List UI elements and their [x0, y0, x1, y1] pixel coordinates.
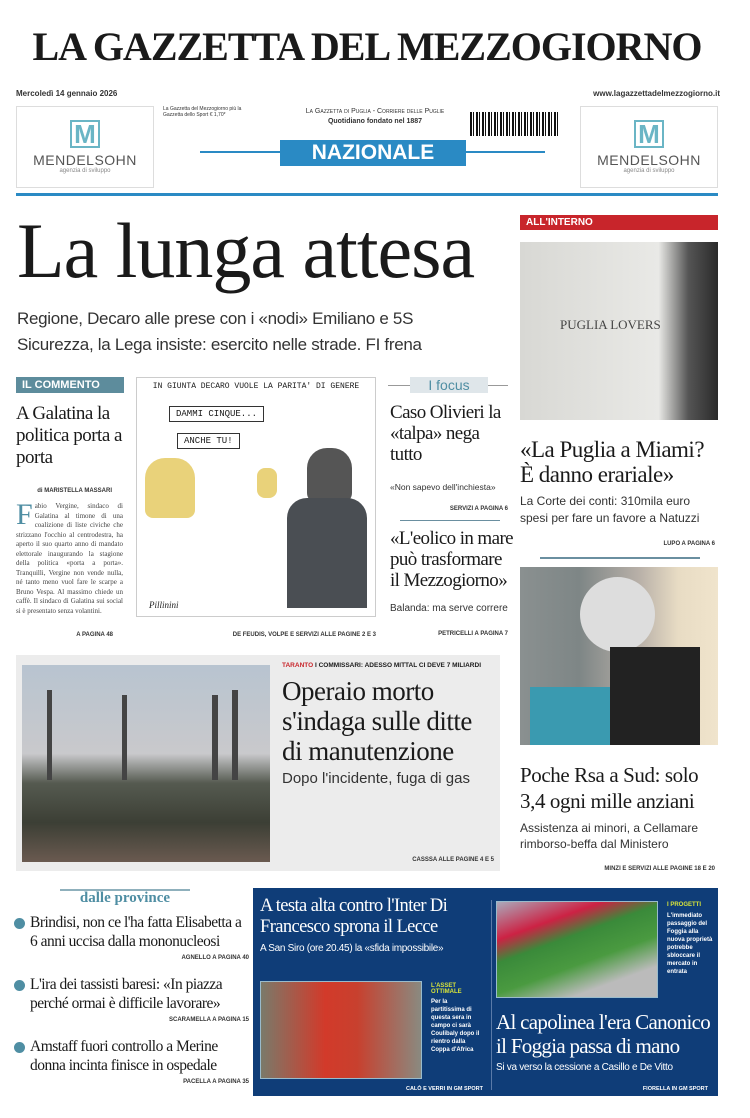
- taranto-ref[interactable]: CASSSA ALLE PAGINE 4 E 5: [412, 857, 494, 863]
- mendelsohn-logo-icon: M: [70, 120, 100, 148]
- ilva-photo: [22, 665, 270, 862]
- province-list: [14, 913, 249, 1099]
- taranto-place: TARANTO: [282, 662, 314, 669]
- lecce-ref[interactable]: CALÒ E VERRI IN GM SPORT: [405, 1086, 483, 1092]
- focus-sub-1: «Non sapevo dell'inchiesta»: [390, 482, 496, 492]
- ad-sub: agenzia di sviluppo: [623, 168, 675, 174]
- commento-label: IL COMMENTO: [16, 377, 124, 393]
- bullet-icon: [14, 918, 25, 929]
- province-item-text: Amstaff fuori controllo a Merine donna incinta finisce in ospedale: [30, 1038, 218, 1074]
- taranto-kicker: [282, 662, 497, 669]
- foggia-sub: Si va verso la cessione a Casillo e De Vitto: [496, 1062, 673, 1073]
- foggia-ref[interactable]: FIORELLA IN GM SPORT: [642, 1086, 708, 1092]
- interno-ref[interactable]: LUPO A PAGINA 6: [663, 541, 715, 547]
- focus-headline-1[interactable]: Caso Olivieri la «talpa» nega tutto: [390, 402, 501, 465]
- cartoon-ref[interactable]: DE FEUDIS, VOLPE E SERVIZI ALLE PAGINE 2 E 3: [232, 632, 376, 638]
- issue-date: Mercoledì 14 gennaio 2026: [16, 89, 118, 98]
- hands-icon: [145, 458, 195, 518]
- taranto-kicker-text: I COMMISSARI: ADESSO MITTAL CI DEVE 7 MILIARDI: [315, 662, 481, 669]
- taranto-headline[interactable]: Operaio morto s'indaga sulle ditte di manutenzione: [282, 676, 472, 766]
- sport-box: [253, 888, 718, 1096]
- focus-label: I focus: [410, 377, 488, 393]
- lecce-side-text: Per la partitissima di questa sera in campo ci sarà Coulibaly dopo il rientro dalla Coppa d'Africa: [431, 999, 480, 1053]
- commento-body: [16, 498, 123, 616]
- lecce-player-photo: [260, 981, 422, 1079]
- natuzzi-photo: [520, 242, 718, 420]
- bullet-icon: [14, 980, 25, 991]
- speech-bubble: ANCHE TU!: [177, 433, 240, 449]
- tagline: La Gazzetta di Puglia - Corriere delle Puglie: [305, 108, 445, 115]
- lecce-headline[interactable]: A testa alta contro l'Inter Di Francesco sprona il Lecce: [260, 896, 448, 937]
- lecce-sub: A San Siro (ore 20.45) la «sfida impossibile»: [260, 943, 444, 954]
- focus-ref-1[interactable]: SERVIZI A PAGINA 6: [449, 506, 508, 512]
- stadium-photo: [496, 901, 658, 998]
- focus-headline-2[interactable]: «L'eolico in mare può trasformare il Mezzogiorno»: [390, 528, 514, 591]
- lecce-side-label: L'ASSET OTTIMALE: [431, 983, 462, 995]
- dropcap: F: [16, 498, 33, 531]
- commento-ref[interactable]: A PAGINA 48: [76, 632, 113, 638]
- rsa-headline[interactable]: Poche Rsa a Sud: solo 3,4 ogni mille anziani: [520, 763, 699, 813]
- foggia-headline[interactable]: Al capolinea l'era Canonico il Foggia passa di mano: [496, 1010, 711, 1058]
- commento-author: di MARISTELLA MASSARI: [37, 488, 112, 494]
- cartoon-caption: IN GIUNTA DECARO VUOLE LA PARITA' DI GENERE: [152, 382, 360, 391]
- province-item-ref: PACELLA A PAGINA 35: [183, 1079, 249, 1085]
- ad-brand: MENDELSOHN: [597, 152, 701, 168]
- interno-sub: La Corte dei conti: 310mila euro spesi per fare un favore a Natuzzi: [520, 494, 700, 525]
- rsa-photo: [520, 567, 718, 745]
- lead-subhead[interactable]: Regione, Decaro alle prese con i «nodi» Emiliano e 5S: [17, 309, 414, 328]
- ad-sub: agenzia di sviluppo: [59, 168, 111, 174]
- divider: [400, 520, 500, 521]
- cartoon: [136, 377, 376, 617]
- province-item-ref: SCARAMELLA A PAGINA 15: [168, 1017, 249, 1023]
- founded: Quotidiano fondato nel 1887: [327, 118, 423, 125]
- photo-text: PUGLIA LOVERS: [560, 317, 661, 332]
- commento-text: abio Vergine, sindaco di Galatina al timone di una coalizione di liste civiche che strizzano l'occhio al centrodestra, ha aperto il suo quarto anno di mandato elettorale inaugurando la stagione della politica «porta a porta». Tranquilli, Vergine non vende nulla, né tanto meno vuol fare le scarpe a Bruno Vespa. Al massimo chiede un caffè. Il sindaco di Galatina sui social si è presentato senza volantini.: [16, 502, 123, 615]
- speech-bubble: DAMMI CINQUE...: [169, 406, 264, 422]
- divider: [540, 557, 700, 559]
- list-item[interactable]: [14, 975, 249, 1037]
- focus-sub-2: Balanda: ma serve correre: [390, 603, 508, 614]
- province-item-ref: AGNELLO A PAGINA 40: [181, 955, 249, 961]
- head-icon: [580, 577, 655, 652]
- ad-left[interactable]: [16, 106, 154, 188]
- list-item[interactable]: [14, 1037, 249, 1099]
- province-label: dalle province: [79, 890, 171, 906]
- edition-badge: NAZIONALE: [280, 140, 466, 166]
- ad-brand: MENDELSOHN: [33, 152, 137, 168]
- interno-label: ALL'INTERNO: [520, 215, 718, 230]
- masthead-title: LA GAZZETTA DEL MEZZOGIORNO: [32, 24, 702, 69]
- cartoon-signature: Pillinini: [149, 600, 179, 610]
- website-url[interactable]: www.lagazzettadelmezzogiorno.it: [593, 89, 720, 98]
- barcode: [470, 112, 560, 136]
- foggia-side-text: L'immediato passaggio del Foggia alla nuova proprietà potrebbe sbloccare il mercato in entrata: [667, 913, 713, 975]
- lead-subhead[interactable]: Sicurezza, la Lega insiste: esercito nelle strade. FI frena: [17, 335, 422, 354]
- lead-headline[interactable]: La lunga attesa: [17, 207, 475, 294]
- ad-right[interactable]: [580, 106, 718, 188]
- lead-subheads: [17, 306, 517, 358]
- bullet-icon: [14, 1042, 25, 1053]
- chimney-icon: [122, 695, 127, 780]
- figure-body: [610, 647, 700, 745]
- chimney-icon: [47, 690, 52, 780]
- chimney-icon: [212, 695, 218, 780]
- focus-ref-2[interactable]: PETRICELLI A PAGINA 7: [438, 631, 508, 637]
- rsa-sub: Assistenza ai minori, a Cellamare rimborso-beffa dal Ministero: [520, 821, 699, 851]
- commento-headline[interactable]: A Galatina la politica porta a porta: [16, 403, 122, 468]
- interno-headline[interactable]: «La Puglia a Miami? È danno erariale»: [520, 437, 705, 487]
- list-item[interactable]: [14, 913, 249, 975]
- chimney-icon: [232, 690, 238, 780]
- scarf-shape: [530, 687, 610, 745]
- taranto-sub: Dopo l'incidente, fuga di gas: [282, 770, 470, 787]
- province-item-text: L'ira dei tassisti baresi: «In piazza perché ormai è difficile lavorare»: [30, 976, 223, 1012]
- hand-icon: [257, 468, 277, 498]
- rsa-ref[interactable]: MINZI E SERVIZI ALLE PAGINE 18 E 20: [604, 866, 715, 872]
- mendelsohn-logo-icon: M: [634, 120, 664, 148]
- head-icon: [307, 448, 352, 503]
- foggia-side-label: I PROGETTI: [667, 902, 702, 908]
- figure-body: [287, 498, 367, 608]
- province-item-text: Brindisi, non ce l'ha fatta Elisabetta a 6 anni uccisa dalla mononucleosi: [30, 914, 242, 950]
- header-rule: [16, 193, 718, 196]
- divider: [491, 900, 492, 1090]
- price-note: La Gazzetta del Mezzogiorno più la Gazzetta dello Sport € 1,70*: [163, 106, 242, 118]
